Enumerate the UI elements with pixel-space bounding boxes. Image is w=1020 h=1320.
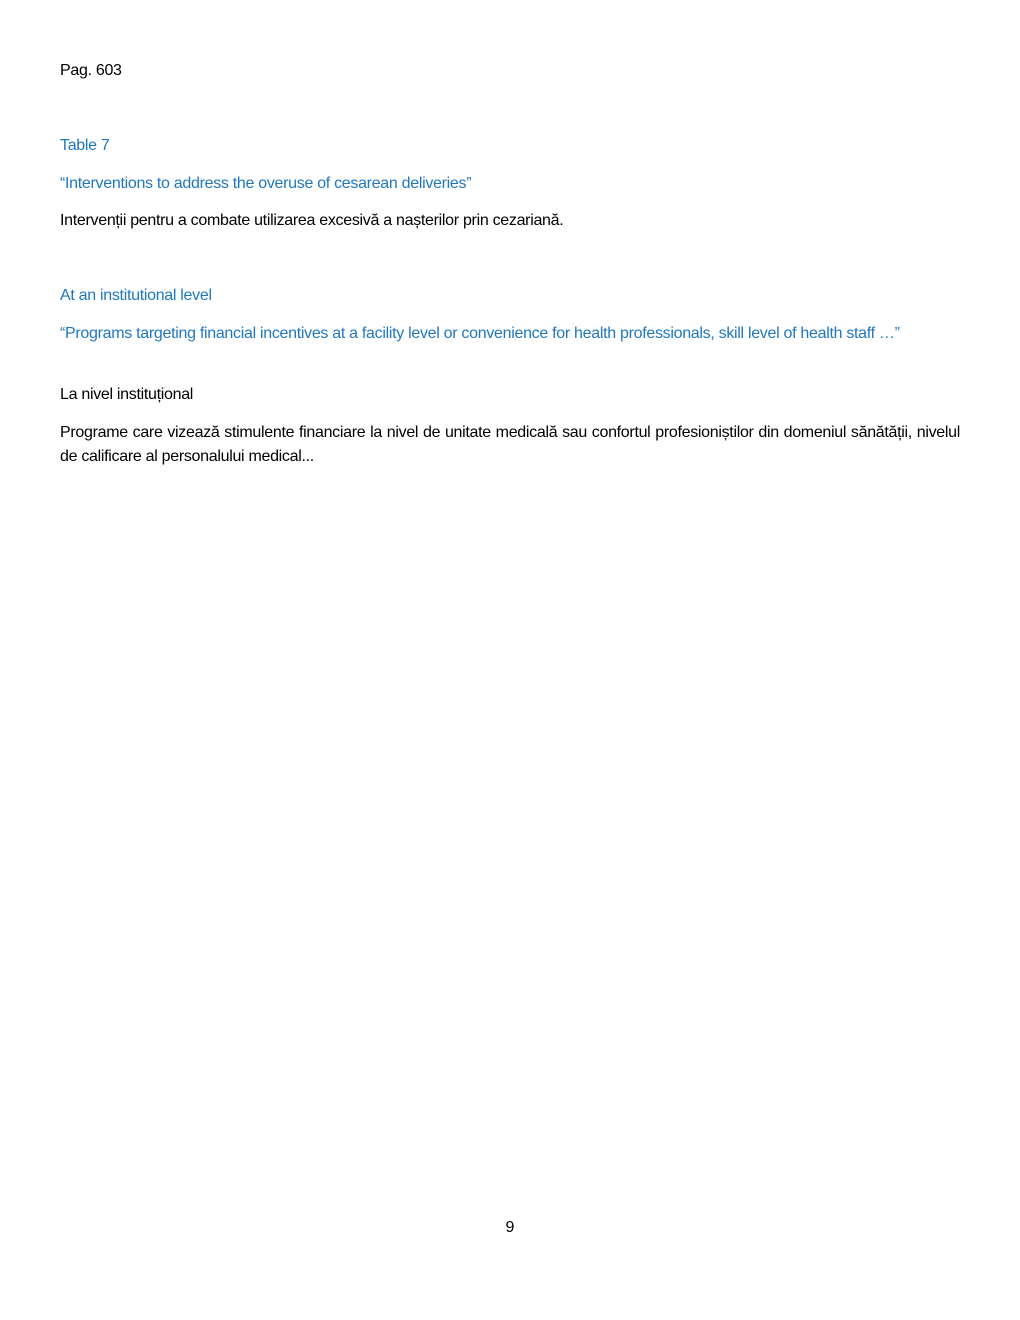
table-label: Table 7 <box>60 137 110 154</box>
section-heading-en: At an institutional level <box>60 287 212 304</box>
page-number: 9 <box>505 1219 515 1236</box>
section-heading-ro: La nivel instituțional <box>60 386 194 403</box>
table-title-ro: Intervenții pentru a combate utilizarea excesivă a nașterilor prin cezariană. <box>60 212 564 229</box>
page-ref: Pag. 603 <box>60 62 122 79</box>
quote-en: “Programs targeting financial incentives at a facility level or convenience for health professionals, skill level of health staff …” <box>60 325 900 342</box>
body-paragraph-ro: Programe care vizează stimulente financiare la nivel de unitate medicală sau confortul profesioniștilor din domeniul sănătății, nivelul de calificare al personalului medical... <box>60 424 960 465</box>
table-title-en: “Interventions to address the overuse of cesarean deliveries” <box>60 175 472 192</box>
